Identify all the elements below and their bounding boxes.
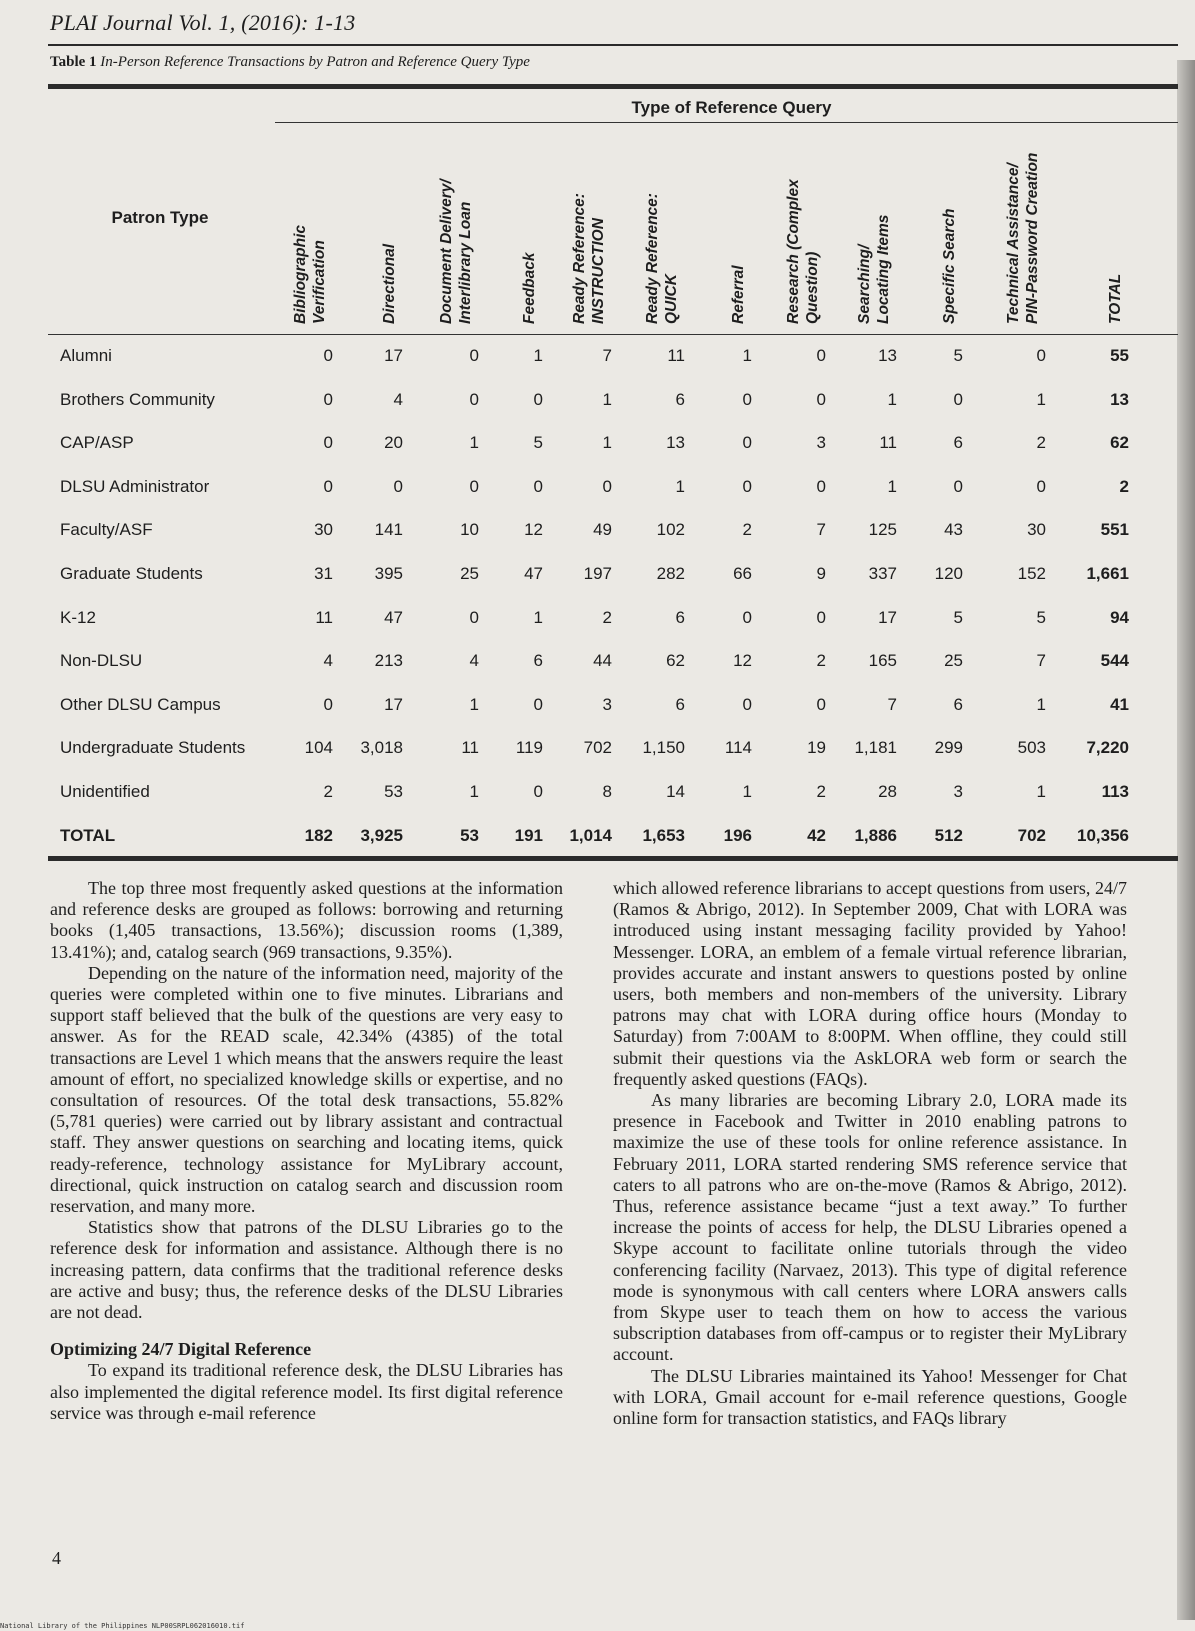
table-cell: 3	[953, 782, 963, 801]
table-cell: 0	[742, 389, 752, 409]
table-cell: 282	[656, 564, 685, 583]
column-header-line: Interlibrary Loan	[457, 201, 474, 324]
table-cell: 11	[315, 607, 333, 627]
table-bottom-rule	[48, 856, 1178, 861]
column-header	[643, 193, 681, 324]
table-cell: 5	[533, 433, 543, 453]
column-header-line: Document Delivery/	[438, 179, 455, 324]
page-number: 4	[52, 1548, 61, 1568]
table-cell: 1	[533, 607, 543, 627]
table-cell: 1	[533, 346, 543, 365]
table-cell: 47	[524, 564, 543, 583]
table-cell: 196	[723, 825, 752, 845]
row-label: Faculty/ASF	[60, 520, 153, 540]
table-cell: 14	[666, 782, 685, 801]
table-cell: 141	[374, 520, 403, 540]
table-cell: 62	[666, 651, 685, 671]
table-cell: 49	[593, 520, 612, 540]
row-total-cell: 10,356	[1077, 825, 1129, 845]
row-total-cell: 41	[1110, 694, 1129, 714]
table-cell: 3,018	[360, 738, 403, 758]
column-header	[784, 179, 822, 324]
table-cell: 1	[602, 389, 612, 409]
header-bottom-rule	[48, 334, 1178, 335]
table-cell: 3	[602, 694, 612, 714]
table-cell: 1	[1036, 389, 1046, 409]
column-header-line: Searching/	[856, 244, 873, 324]
row-label: CAP/ASP	[60, 433, 134, 453]
table-cell: 17	[878, 607, 897, 627]
table-cell: 2	[323, 782, 333, 801]
table-cell: 3	[816, 433, 826, 453]
table-label: Table 1	[50, 54, 97, 70]
table-cell: 0	[469, 476, 479, 496]
row-total-cell: 62	[1110, 433, 1129, 453]
table-cell: 1,014	[569, 825, 612, 845]
row-label: Non-DLSU	[60, 651, 143, 671]
paragraph: As many libraries are becoming Library 2.0, LORA made its presence in Facebook and Twitter in 2010 enabling patrons to maximize the use of these tools for online reference assistance. In February 2011, LORA started rendering SMS reference service that caters to all patrons who are on-the-move (Ramos & Abrigo, 2012). Thus, reference assistance became “just a text away.” To further increase the points of access for help, the DLSU Libraries opened a Skype account to facilitate online tutorials through the video conferencing facility (Narvaez, 2013). This type of digital reference mode is synonymous with call centers where LORA answers calls from Skype user to teach them on how to access the various subscription databases from off-campus or to register their MyLibrary account.	[613, 1090, 1127, 1365]
table-cell: 5	[953, 346, 963, 365]
table-cell: 213	[374, 651, 403, 671]
table-cell: 4	[393, 389, 403, 409]
left-column	[50, 878, 563, 1424]
table-cell: 5	[1036, 607, 1046, 627]
table-cell: 12	[524, 520, 543, 540]
table-cell: 7	[1036, 651, 1046, 671]
table-cell: 47	[384, 607, 403, 627]
table-cell: 2	[816, 651, 826, 671]
table-cell: 17	[384, 694, 403, 714]
table-cell: 6	[675, 694, 685, 714]
table-cell: 0	[1036, 476, 1046, 496]
table-cell: 702	[583, 738, 612, 758]
table-cell: 102	[656, 520, 685, 540]
column-header	[940, 209, 959, 324]
table-cell: 31	[314, 564, 333, 583]
column-header-line: Ready Reference:	[571, 193, 588, 324]
table-cell: 3,925	[360, 825, 403, 845]
table-cell: 1	[602, 433, 612, 453]
page-edge-shadow	[1177, 60, 1195, 1620]
patron-type-header: Patron Type	[111, 208, 209, 227]
table-cell: 702	[1017, 825, 1046, 845]
table-cell: 0	[602, 476, 612, 496]
row-total-cell: 1,661	[1086, 564, 1129, 583]
table-cell: 0	[816, 389, 826, 409]
table-cell: 1	[675, 476, 685, 496]
table-cell: 11	[879, 433, 897, 453]
table-cell: 0	[816, 476, 826, 496]
paragraph: which allowed reference librarians to accept questions from users, 24/7 (Ramos & Abrigo, 2012). In September 2009, Chat with LORA was introduced using instant messaging facility provided by Yahoo! Messenger. LORA, an emblem of a female virtual reference librarian, provides accurate and instant answers to questions posted by online users, both members and non-members of the university. Library patrons may chat with LORA during office hours (Monday to Saturday) from 7:00AM to 8:00PM. When offline, they could still submit their questions via the AskLORA web form or search the frequently asked questions (FAQs).	[613, 878, 1127, 1089]
table-cell: 0	[469, 389, 479, 409]
table-cell: 7	[887, 694, 897, 714]
table-cell: 11	[667, 346, 685, 365]
column-header	[291, 225, 329, 324]
column-header	[729, 265, 748, 324]
table-cell: 17	[384, 346, 403, 365]
table-cell: 66	[733, 564, 752, 583]
column-header-line: Question)	[804, 251, 821, 324]
table-cell: 0	[533, 694, 543, 714]
column-header-line: Ready Reference:	[644, 193, 661, 324]
table-cell: 337	[868, 564, 897, 583]
table-cell: 8	[602, 782, 612, 801]
table-cell: 395	[374, 564, 403, 583]
right-column	[613, 878, 1127, 1429]
table-cell: 28	[878, 782, 897, 801]
table-cell: 0	[953, 389, 963, 409]
table-cell: 0	[323, 346, 333, 365]
column-header-line: Research (Complex	[785, 179, 802, 324]
table-cell: 6	[675, 389, 685, 409]
row-total-cell: 94	[1110, 607, 1129, 627]
table-cell: 0	[742, 694, 752, 714]
table-cell: 503	[1017, 738, 1046, 758]
table-cell: 0	[816, 346, 826, 365]
table-cell: 44	[593, 651, 612, 671]
table-cell: 0	[742, 476, 752, 496]
table-cell: 0	[323, 694, 333, 714]
table-cell: 197	[583, 564, 612, 583]
scan-footer: National Library of the Philippines NLP00SRPL062016010.tif	[0, 1622, 245, 1630]
table-cell: 4	[469, 651, 479, 671]
table-cell: 0	[469, 346, 479, 365]
table-cell: 1	[1036, 782, 1046, 801]
table-cell: 53	[384, 782, 403, 801]
table-cell: 5	[953, 607, 963, 627]
table-cell: 11	[461, 738, 479, 758]
table-cell: 152	[1017, 564, 1046, 583]
column-header-line: PIN-Password Creation	[1024, 152, 1041, 324]
paragraph: The top three most frequently asked questions at the information and reference desks are grouped as follows: borrowing and returning books (1,405 transactions, 13.56%); discussion rooms (1,389, 13.41%); and, catalog search (969 transactions, 9.35%).	[50, 878, 563, 962]
row-label: Graduate Students	[60, 564, 203, 583]
query-type-header: Type of Reference Query	[631, 98, 832, 117]
table-cell: 12	[733, 651, 752, 671]
column-header	[1106, 274, 1125, 324]
row-label: TOTAL	[60, 825, 116, 845]
table-cell: 1,653	[642, 825, 685, 845]
column-header	[437, 179, 475, 324]
table-cell: 0	[533, 389, 543, 409]
row-total-cell: 13	[1110, 389, 1129, 409]
table-cell: 1	[469, 782, 479, 801]
table-cell: 20	[384, 433, 403, 453]
table-cell: 0	[323, 476, 333, 496]
paragraph: Statistics show that patrons of the DLSU Libraries go to the reference desk for information and assistance. Although there is no increasing pattern, data confirms that the traditional reference desks are active and busy; thus, the reference desks of the DLSU Libraries are not dead.	[50, 1217, 563, 1323]
table-cell: 6	[953, 433, 963, 453]
table-cell: 120	[934, 564, 963, 583]
section-heading: Optimizing 24/7 Digital Reference	[50, 1339, 312, 1360]
table-cell: 1	[1036, 694, 1046, 714]
column-header-line: Referral	[730, 265, 747, 324]
table-cell: 10	[460, 520, 479, 540]
table-cell: 4	[323, 651, 333, 671]
table-cell: 13	[666, 433, 685, 453]
column-header	[855, 215, 893, 324]
row-total-cell: 113	[1101, 782, 1129, 801]
table-cell: 9	[816, 564, 826, 583]
column-header	[380, 244, 399, 324]
table-caption	[50, 54, 530, 71]
table-cell: 1	[887, 476, 897, 496]
column-header-line: INSTRUCTION	[590, 218, 607, 324]
table-cell: 104	[304, 738, 333, 758]
table-cell: 0	[816, 607, 826, 627]
table-cell: 53	[460, 825, 479, 845]
column-header-line: TOTAL	[1107, 273, 1124, 324]
table-cell: 1,886	[854, 825, 897, 845]
row-label: Brothers Community	[60, 389, 215, 409]
table-cell: 182	[304, 825, 333, 845]
table-cell: 7	[602, 346, 612, 365]
row-label: K-12	[60, 607, 96, 627]
table-cell: 43	[944, 520, 963, 540]
column-header-line: QUICK	[663, 274, 680, 324]
table-cell: 0	[816, 694, 826, 714]
row-label: DLSU Administrator	[60, 476, 210, 496]
table-cell: 165	[868, 651, 897, 671]
table-cell: 0	[1036, 346, 1046, 365]
column-header-line: Technical Assistance/	[1005, 163, 1022, 324]
table-cell: 125	[868, 520, 897, 540]
column-header	[1004, 153, 1042, 324]
table-cell: 25	[460, 564, 479, 583]
row-total-cell: 7,220	[1086, 738, 1129, 758]
column-header-line: Bibliographic	[292, 224, 309, 324]
paragraph: To expand its traditional reference desk, the DLSU Libraries has also implemented the digital reference model. Its first digital reference service was through e-mail reference	[50, 1360, 563, 1423]
table-cell: 114	[724, 738, 752, 758]
table-cell: 191	[514, 825, 543, 845]
table-cell: 119	[515, 738, 543, 758]
table-cell: 0	[469, 607, 479, 627]
table-cell: 1,150	[642, 738, 685, 758]
table-cell: 1	[469, 433, 479, 453]
table-cell: 0	[742, 607, 752, 627]
table-cell: 0	[323, 433, 333, 453]
table-cell: 1	[469, 694, 479, 714]
table-cell: 0	[323, 389, 333, 409]
row-label: Other DLSU Campus	[60, 694, 221, 714]
table-title: In-Person Reference Transactions by Patron and Reference Query Type	[100, 54, 530, 70]
table-cell: 25	[944, 651, 963, 671]
table-cell: 42	[807, 825, 826, 845]
table-cell: 2	[1036, 433, 1046, 453]
column-header-line: Locating Items	[875, 214, 892, 324]
table-cell: 1	[887, 389, 897, 409]
table-cell: 0	[953, 476, 963, 496]
table-cell: 13	[878, 346, 897, 365]
row-label: Undergraduate Students	[60, 738, 246, 758]
row-total-cell: 2	[1119, 476, 1129, 496]
header-rule	[48, 44, 1178, 46]
table-cell: 512	[934, 825, 963, 845]
table-cell: 30	[314, 520, 333, 540]
row-total-cell: 551	[1100, 520, 1129, 540]
column-header	[570, 193, 608, 324]
table-cell: 0	[742, 433, 752, 453]
table-cell: 1	[742, 346, 752, 365]
table-cell: 0	[533, 782, 543, 801]
table-cell: 30	[1027, 520, 1046, 540]
table-cell: 6	[675, 607, 685, 627]
table-cell: 0	[533, 476, 543, 496]
table-cell: 6	[533, 651, 543, 671]
table-cell: 299	[934, 738, 963, 758]
column-header-line: Feedback	[521, 252, 538, 324]
column-header	[520, 252, 539, 324]
table-cell: 1	[742, 782, 752, 801]
paragraph: The DLSU Libraries maintained its Yahoo! Messenger for Chat with LORA, Gmail account for e-mail reference questions, Google online form for transaction statistics, and FAQs library	[613, 1365, 1127, 1429]
paragraph: Depending on the nature of the information need, majority of the queries were completed within one to five minutes. Librarians and support staff believed that the bulk of the questions are very easy to answer. As for the READ scale, 42.34% (4385) of the total transactions are Level 1 which means that the answers require the least amount of effort, no specialized knowledge skills or expertise, and no consultation of resources. Of the total desk transactions, 55.82% (5,781 queries) were carried out by library assistant and contractual staff. They answer questions on searching and locating items, quick ready-reference, technology assistance for MyLibrary account, directional, quick instruction on catalog search and discussion room reservation, and many more.	[50, 962, 563, 1217]
table-top-rule	[48, 84, 1178, 89]
column-header-line: Verification	[311, 240, 328, 324]
row-label: Alumni	[60, 346, 112, 365]
table-cell: 2	[602, 607, 612, 627]
row-total-cell: 544	[1100, 651, 1129, 671]
table-cell: 19	[807, 738, 826, 758]
journal-header: PLAI Journal Vol. 1, (2016): 1-13	[50, 10, 356, 35]
row-label: Unidentified	[60, 782, 150, 801]
group-header-rule	[275, 122, 1178, 123]
column-header-line: Directional	[381, 243, 398, 324]
table-cell: 2	[816, 782, 826, 801]
column-header-line: Specific Search	[941, 208, 958, 324]
table-cell: 2	[742, 520, 752, 540]
table-cell: 7	[816, 520, 826, 540]
table-cell: 6	[953, 694, 963, 714]
table-cell: 1,181	[854, 738, 897, 758]
row-total-cell: 55	[1110, 346, 1129, 365]
table-cell: 0	[393, 476, 403, 496]
